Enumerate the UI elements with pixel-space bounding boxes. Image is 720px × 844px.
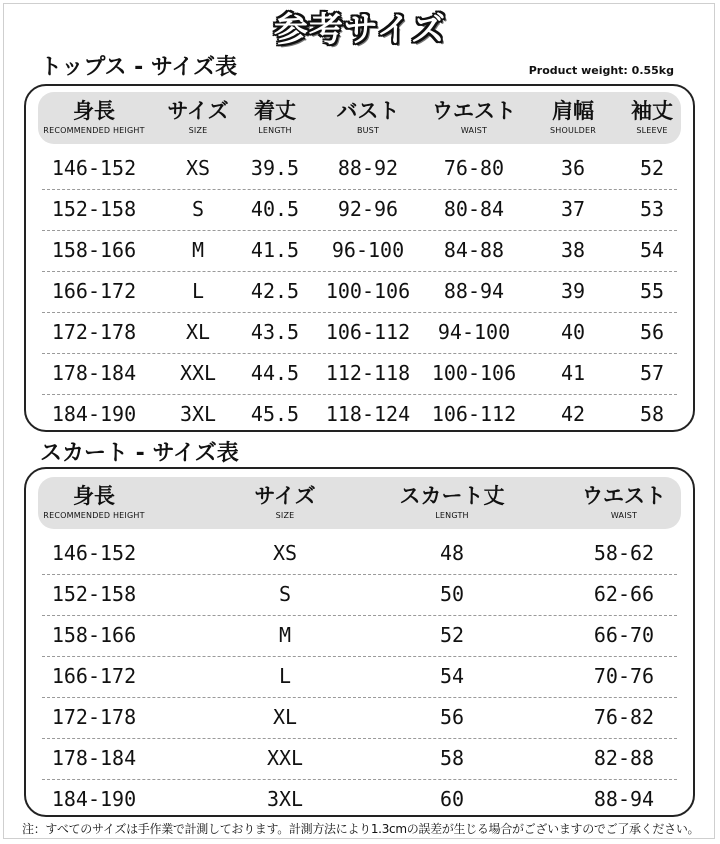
tops-header-cell [254, 92, 296, 136]
table-cell: 3XL [266, 787, 304, 811]
tops-header-cell [550, 92, 596, 136]
table-cell: XL [272, 705, 298, 729]
tops-header-label: 袖丈 [631, 99, 673, 123]
table-cell: 45.5 [250, 402, 300, 426]
table-cell: 54 [439, 664, 465, 688]
tops-header-label: 身長 [72, 99, 115, 123]
table-cell: 48 [439, 541, 465, 565]
table-cell: 70-76 [593, 664, 655, 688]
tops-header-label: 肩幅 [551, 99, 594, 123]
table-cell: 82-88 [593, 746, 655, 770]
tops-section-title: トップス - サイズ表 [40, 55, 238, 80]
table-cell: 3XL [179, 402, 217, 426]
skirt-header-label: サイズ [254, 484, 316, 508]
skirt-header-cell [254, 477, 315, 521]
tops-header-label: サイズ [167, 99, 229, 123]
table-row [42, 779, 677, 820]
table-cell: 58 [439, 746, 465, 770]
table-cell: 88-92 [337, 156, 399, 180]
table-cell: 158-166 [51, 623, 137, 647]
table-cell: L [278, 664, 292, 688]
tops-header-label: 着丈 [254, 99, 296, 123]
table-cell: 56 [439, 705, 465, 729]
table-cell: 100-106 [325, 279, 411, 303]
table-cell: 166-172 [51, 664, 137, 688]
table-cell: 118-124 [325, 402, 411, 426]
table-cell: 60 [439, 787, 465, 811]
skirt-header-sublabel: RECOMMENDED HEIGHT [43, 511, 145, 520]
table-cell: 106-112 [431, 402, 517, 426]
tops-table-header [38, 92, 681, 144]
table-cell: 39.5 [250, 156, 300, 180]
tops-header-cell [337, 92, 400, 136]
table-cell: 152-158 [51, 582, 137, 606]
table-cell: 112-118 [325, 361, 411, 385]
table-cell: L [191, 279, 205, 303]
tops-header-sublabel: LENGTH [258, 126, 292, 135]
table-cell: 152-158 [51, 197, 137, 221]
skirt-header-sublabel: LENGTH [435, 511, 469, 520]
tops-header-cell [432, 92, 516, 136]
table-row [42, 189, 677, 231]
skirt-header-label: 身長 [72, 484, 115, 508]
table-cell: 52 [639, 156, 665, 180]
table-cell: 40 [560, 320, 586, 344]
table-cell: 184-190 [51, 787, 137, 811]
table-row [42, 697, 677, 739]
table-cell: 158-166 [51, 238, 137, 262]
table-cell: 58 [639, 402, 665, 426]
table-cell: 53 [639, 197, 665, 221]
table-cell: 56 [639, 320, 665, 344]
table-cell: 80-84 [443, 197, 505, 221]
skirt-size-table [24, 467, 695, 817]
table-cell: 42.5 [250, 279, 300, 303]
table-cell: 76-82 [593, 705, 655, 729]
tops-header-sublabel: SHOULDER [549, 126, 597, 135]
tops-header-cell [631, 92, 673, 136]
skirt-header-cell [43, 477, 144, 521]
tops-header-sublabel: WAIST [460, 126, 488, 135]
table-cell: 41.5 [250, 238, 300, 262]
table-row [42, 353, 677, 395]
table-cell: 88-94 [593, 787, 655, 811]
table-cell: 52 [439, 623, 465, 647]
table-cell: 100-106 [431, 361, 517, 385]
tops-header-sublabel: RECOMMENDED HEIGHT [43, 126, 145, 135]
table-cell: 37 [560, 197, 586, 221]
table-cell: 172-178 [51, 705, 137, 729]
tops-header-label: バスト [336, 99, 400, 123]
table-cell: S [278, 582, 292, 606]
table-cell: XXL [266, 746, 304, 770]
table-cell: 55 [639, 279, 665, 303]
table-row [42, 656, 677, 698]
table-cell: 88-94 [443, 279, 505, 303]
table-cell: 54 [639, 238, 665, 262]
table-cell: XS [272, 541, 298, 565]
tops-header-sublabel: SIZE [188, 126, 208, 135]
table-row [42, 738, 677, 780]
product-weight: Product weight: 0.55kg [528, 64, 674, 77]
skirt-header-cell [400, 477, 505, 521]
table-cell: 44.5 [250, 361, 300, 385]
table-cell: 146-152 [51, 156, 137, 180]
table-cell: 38 [560, 238, 586, 262]
table-cell: XXL [179, 361, 217, 385]
skirt-header-sublabel: SIZE [275, 511, 295, 520]
skirt-table-header [38, 477, 681, 529]
page-title: 参考サイズ [273, 10, 447, 50]
table-cell: 36 [560, 156, 586, 180]
table-row [42, 312, 677, 354]
table-cell: 106-112 [325, 320, 411, 344]
table-cell: 66-70 [593, 623, 655, 647]
table-cell: 94-100 [437, 320, 511, 344]
table-cell: 62-66 [593, 582, 655, 606]
table-cell: 178-184 [51, 746, 137, 770]
table-cell: 50 [439, 582, 465, 606]
measurement-note: 注：すべてのサイズは手作業で計測しております。計測方法により1.3cmの誤差が生じる場合がございますのでご了承ください。 [22, 822, 700, 836]
skirt-header-cell [582, 477, 666, 521]
table-cell: M [278, 623, 292, 647]
table-cell: M [191, 238, 205, 262]
table-cell: 43.5 [250, 320, 300, 344]
tops-header-cell [43, 92, 144, 136]
table-cell: 40.5 [250, 197, 300, 221]
table-cell: 42 [560, 402, 586, 426]
tops-header-label: ウエスト [432, 99, 516, 123]
table-cell: S [191, 197, 205, 221]
table-row [42, 615, 677, 657]
table-row [42, 230, 677, 272]
tops-header-sublabel: BUST [356, 126, 380, 135]
tops-header-sublabel: SLEEVE [636, 126, 668, 135]
table-cell: 172-178 [51, 320, 137, 344]
table-cell: 166-172 [51, 279, 137, 303]
table-row [42, 574, 677, 616]
table-cell: XL [185, 320, 211, 344]
table-cell: 184-190 [51, 402, 137, 426]
skirt-header-sublabel: WAIST [610, 511, 638, 520]
table-cell: 39 [560, 279, 586, 303]
table-cell: 58-62 [593, 541, 655, 565]
table-cell: 178-184 [51, 361, 137, 385]
table-row [42, 394, 677, 435]
skirt-header-label: スカート丈 [399, 484, 505, 508]
table-cell: XS [185, 156, 211, 180]
table-cell: 76-80 [443, 156, 505, 180]
table-cell: 84-88 [443, 238, 505, 262]
table-cell: 57 [639, 361, 665, 385]
table-row [42, 271, 677, 313]
table-cell: 96-100 [331, 238, 405, 262]
tops-size-table [24, 84, 695, 432]
table-row [42, 148, 677, 190]
tops-header-cell [167, 92, 228, 136]
table-row [42, 533, 677, 575]
table-cell: 92-96 [337, 197, 399, 221]
skirt-section-title: スカート - サイズ表 [40, 441, 239, 466]
table-cell: 146-152 [51, 541, 137, 565]
skirt-header-label: ウエスト [582, 484, 666, 508]
table-cell: 41 [560, 361, 586, 385]
